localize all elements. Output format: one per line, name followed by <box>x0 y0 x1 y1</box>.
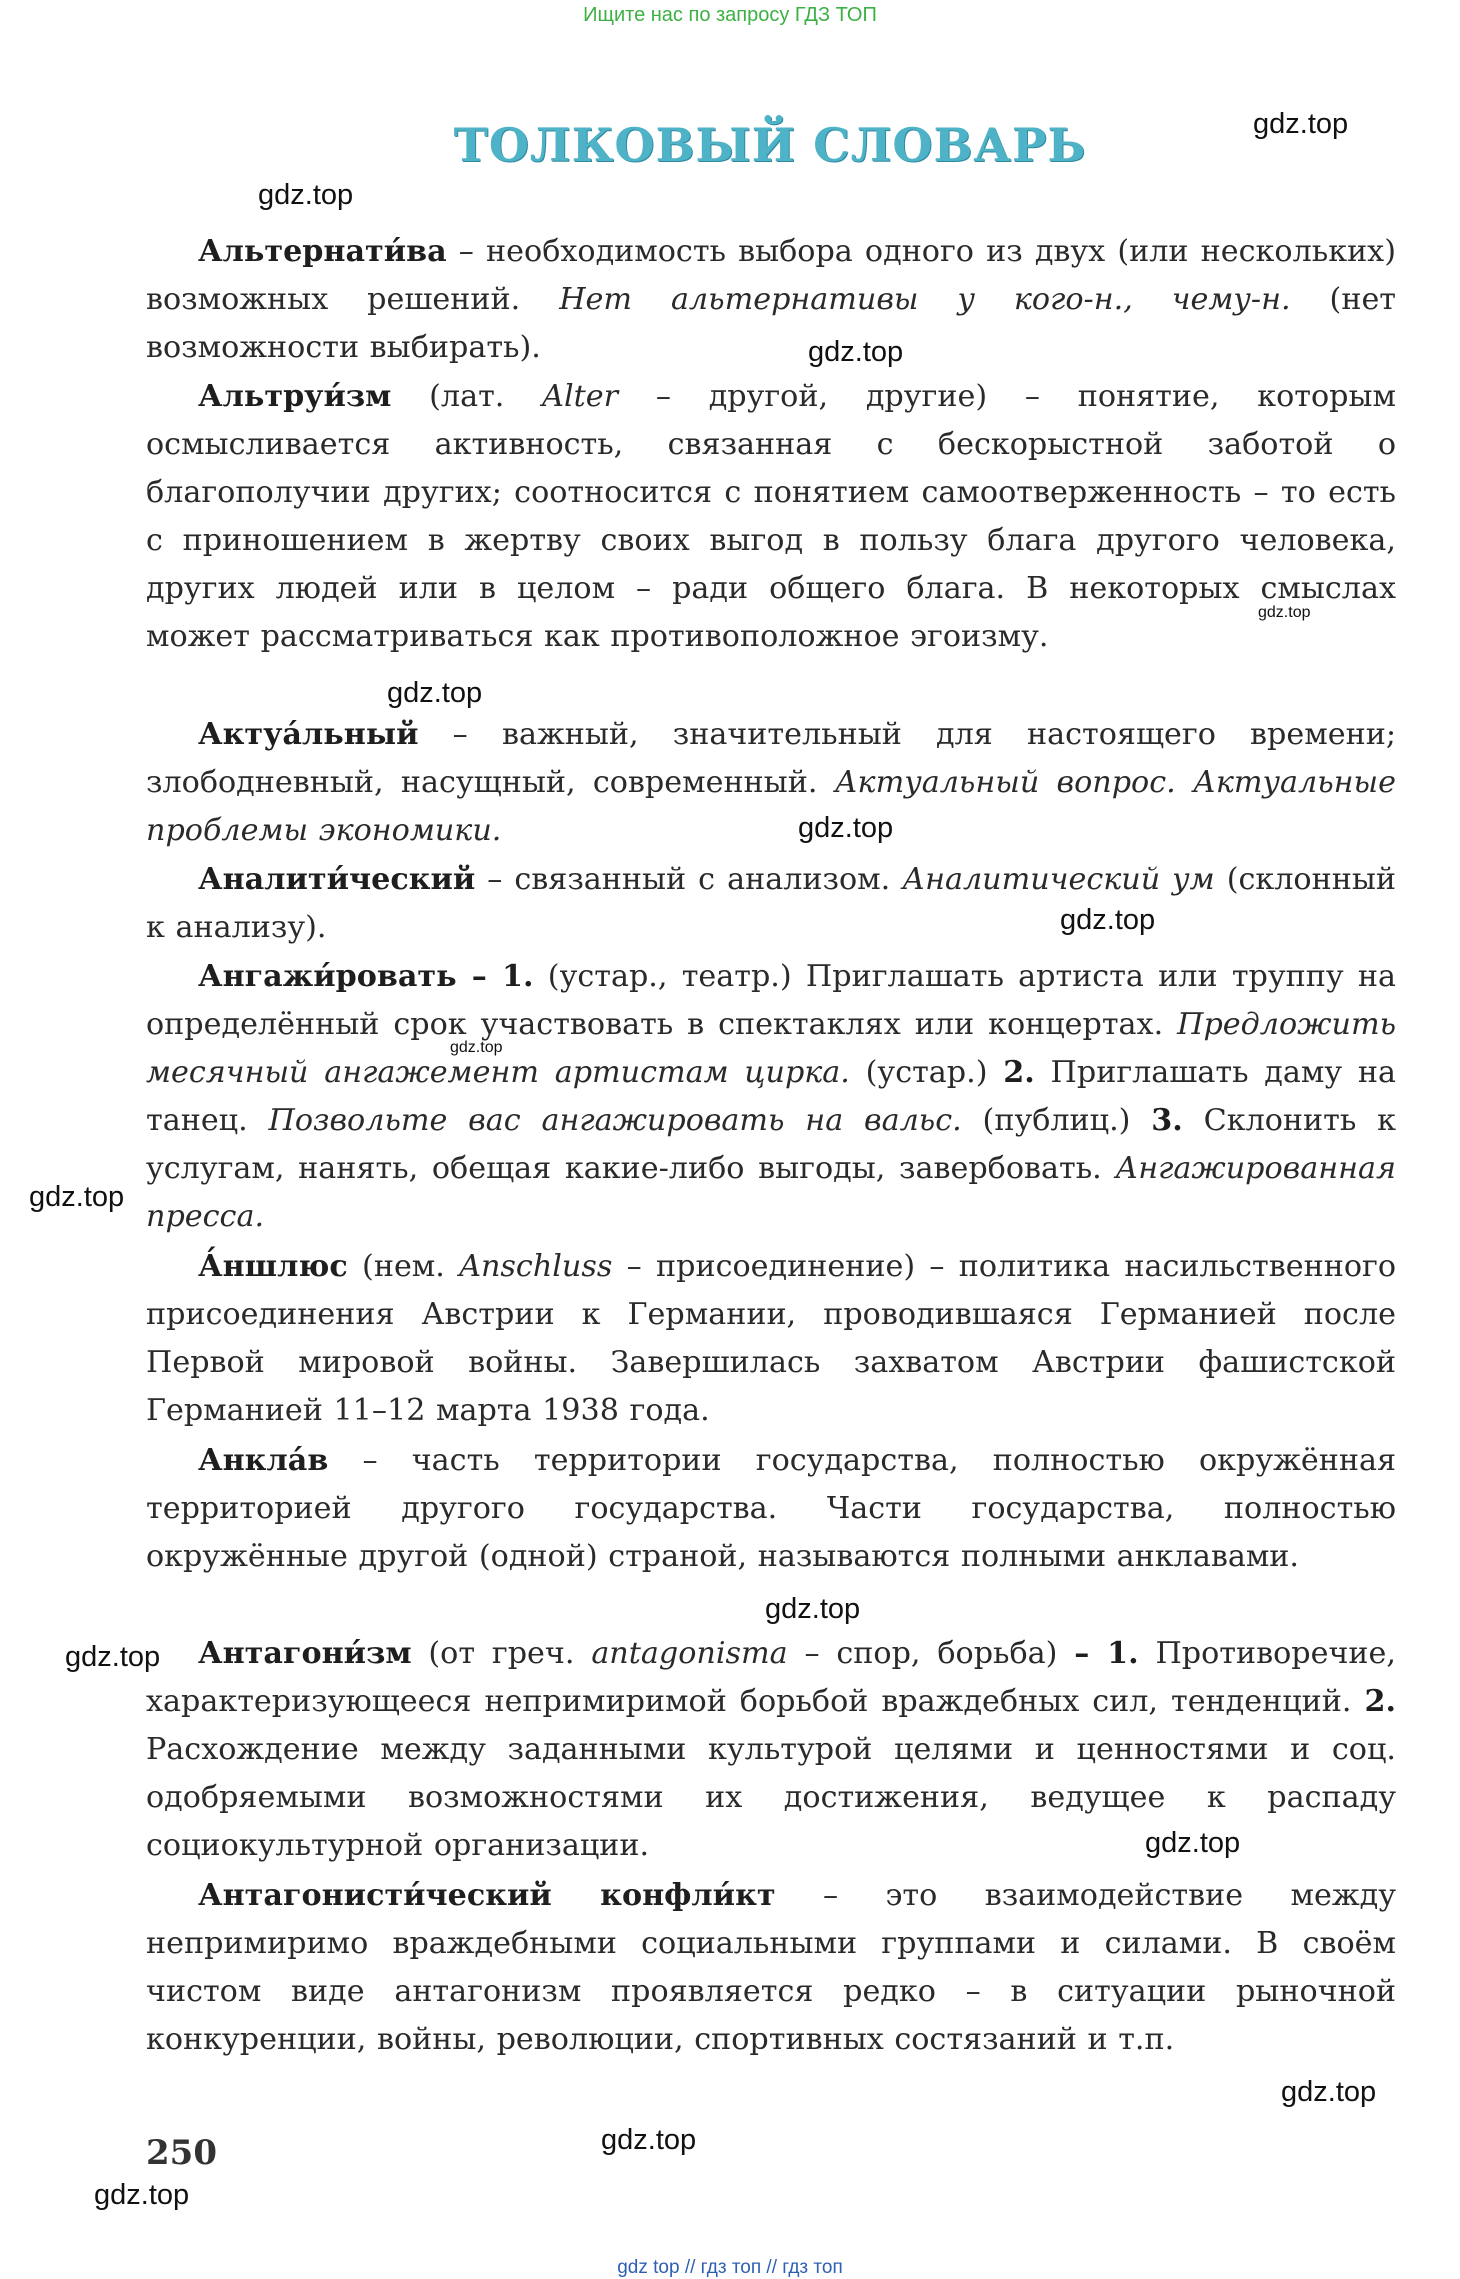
entry-term: Антагонисти́ческий конфли́кт <box>198 1878 776 1913</box>
watermark: gdz.top <box>601 2124 697 2156</box>
entry-example: Anschluss <box>459 1249 613 1284</box>
page-title: ТОЛКОВЫЙ СЛОВАРЬ <box>453 118 1087 172</box>
entry-term: А́ншлюс <box>198 1249 348 1284</box>
entry-altruizm: Альтруи́зм (лат. Alter – другой, другие) – понятие, которым осмысливается активность, связанная с бескорыстной заботой о благополучии других; соотносится с понятием самоотверженность – то есть с приношением в жертву своих выгод в пользу блага другого человека, других людей или в целом – ради общего блага. В некоторых смыслах может рассматриваться как противоположное эгоизму. <box>146 379 1396 654</box>
entry-example: Аналитический ум <box>902 862 1215 897</box>
entry-anklav: Анкла́в – часть территории государства, полностью окружённая территорией другого государства. Части государства, полностью окружённые другой (одной) страной, называются полными анклавами. <box>146 1443 1396 1574</box>
entry-aktualny: Актуа́льный – важный, значительный для настоящего времени; злободневный, насущный, современный. Актуальный вопрос. Актуальные проблемы экономики. <box>146 717 1397 848</box>
watermark: gdz.top <box>1253 108 1349 140</box>
entry-example: Alter <box>542 379 619 414</box>
watermark: gdz.top <box>1060 904 1156 936</box>
watermark: gdz.top <box>450 1039 503 1056</box>
top-banner[interactable]: Ищите нас по запросу ГДЗ ТОП <box>583 4 877 26</box>
entry-analiticheskiy: Аналити́ческий – связанный с анализом. Аналитический ум (склонный к анализу). <box>146 862 1396 945</box>
entry-anshlyus: А́ншлюс (нем. Anschluss – присоединение) – политика насильственного присоединения Австрии к Германии, проводившаяся Германией после Первой мировой войны. Завершилась захватом Австрии фашистской Германией 11–12 марта 1938 года. <box>146 1249 1397 1428</box>
watermark: gdz.top <box>1145 1827 1241 1859</box>
entry-term: Альтернати́ва <box>198 234 447 269</box>
entry-example: Позвольте вас ангажировать на вальс. <box>268 1103 962 1138</box>
entry-term: Актуа́льный <box>198 717 419 752</box>
footer-links[interactable]: gdz top // гдз топ // гдз топ <box>617 2257 843 2278</box>
page-number: 250 <box>146 2133 217 2173</box>
watermark: gdz.top <box>29 1181 125 1213</box>
watermark: gdz.top <box>258 179 354 211</box>
watermark: gdz.top <box>1258 604 1311 621</box>
watermark: gdz.top <box>1281 2076 1377 2108</box>
entry-alternativa: Альтернати́ва – необходимость выбора одного из двух (или нескольких) возможных решений. Нет альтернативы у кого-н., чему-н. (нет возможности выбирать). <box>146 234 1397 365</box>
watermark: gdz.top <box>798 812 894 844</box>
watermark: gdz.top <box>765 1593 861 1625</box>
entry-term: Ангажи́ровать <box>198 959 457 994</box>
entry-term: Аналити́ческий <box>198 862 476 897</box>
entry-term: Анкла́в <box>198 1443 329 1478</box>
entry-angazhirovat: Ангажи́ровать – 1. (устар., театр.) Приглашать артиста или труппу на определённый срок участвовать в спектаклях или концертах. Предложить месячный ангажемент артистам цирка. (устар.) 2. Приглашать даму на танец. Позвольте вас ангажировать на вальс. (публиц.) 3. Склонить к услугам, нанять, обещая какие-либо выгоды, завербовать. Ангажированная пресса. <box>146 959 1396 1234</box>
entry-example: Актуальный вопрос. Актуальные проблемы экономики. <box>146 765 1397 848</box>
entry-example: Предложить месячный ангажемент артистам цирка. <box>146 1007 1396 1090</box>
watermark: gdz.top <box>387 677 483 709</box>
entry-antagonizm: Антагони́зм (от греч. antagonisma – спор, борьба) – 1. Противоречие, характеризующееся непримиримой борьбой враждебных сил, тенденций. 2. Расхождение между заданными культурой целями и ценностями и соц. одобряемыми возможностями их достижения, ведущее к распаду социокультурной организации. <box>146 1636 1397 1863</box>
entry-antagonisticheskiy-konflikt: Антагонисти́ческий конфли́кт – это взаимодействие между непримиримо враждебными социальными группами и силами. В своём чистом виде антагонизм проявляется редко – в ситуации рыночной конкуренции, войны, революции, спортивных состязаний и т.п. <box>146 1878 1396 2057</box>
watermark: gdz.top <box>94 2179 190 2211</box>
entry-term: Антагони́зм <box>198 1636 412 1671</box>
entry-example: Ангажированная пресса. <box>146 1151 1396 1234</box>
entry-term: Альтруи́зм <box>198 379 392 414</box>
watermark: gdz.top <box>65 1641 161 1673</box>
watermark: gdz.top <box>808 336 904 368</box>
entry-example: Нет альтернативы у кого-н., чему-н. <box>559 282 1291 317</box>
entry-example: antagonisma <box>591 1636 788 1671</box>
